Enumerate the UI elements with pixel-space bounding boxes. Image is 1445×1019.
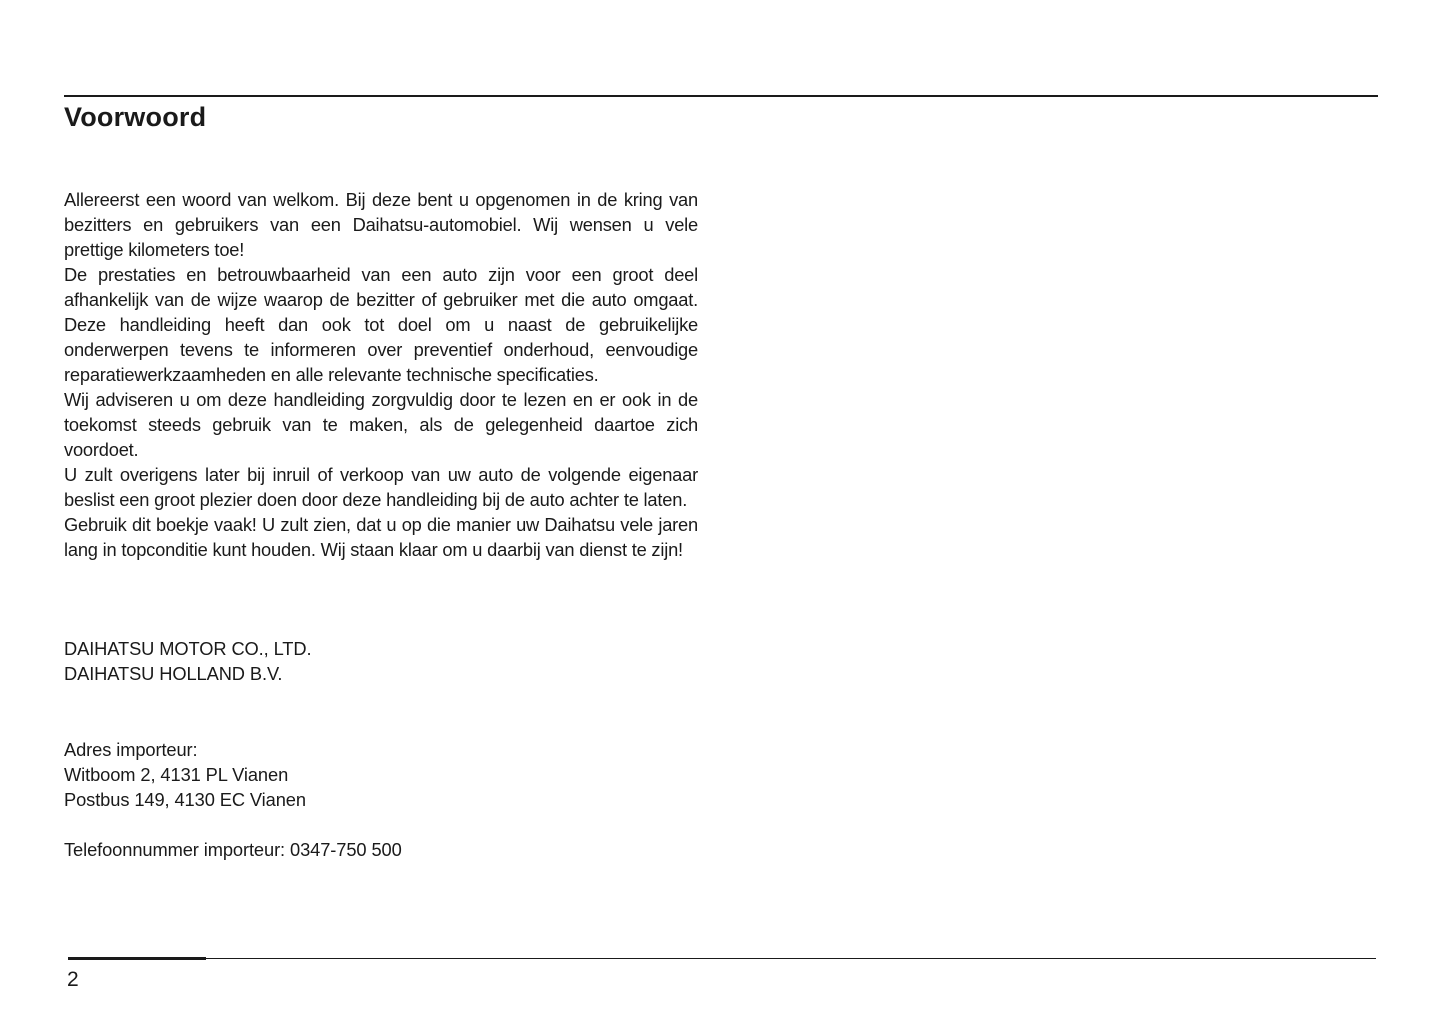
company-name: DAIHATSU MOTOR CO., LTD. [64, 638, 312, 659]
intro-paragraph: De prestaties en betrouwbaarheid van een auto zijn voor een groot deel afhankelijk van de wijze waarop de bezitter of gebruiker met die auto omgaat. Deze handleiding heeft dan ook tot doel om u naast de gebruikelijke onderwerpen tevens te informeren over preventief onderhoud, eenvoudige reparatiewerkzaamheden en alle relevante technische specificaties. [64, 264, 698, 385]
importer-phone [64, 837, 402, 862]
intro-paragraph: Wij adviseren u om deze handleiding zorgvuldig door te lezen en er ook in de toekomst steeds gebruik van te maken, als de gelegenheid daartoe zich voordoet. [64, 389, 698, 460]
address-line: Postbus 149, 4130 EC Vianen [64, 789, 306, 810]
intro-paragraph: U zult overigens later bij inruil of verkoop van uw auto de volgende eigenaar beslist een groot plezier doen door deze handleiding bij de auto achter te laten. [64, 464, 698, 510]
intro-paragraph: Allereerst een woord van welkom. Bij deze bent u opgenomen in de kring van bezitters en gebruikers van een Daihatsu-automobiel. Wij wensen u vele prettige kilometers toe! [64, 189, 698, 260]
company-name: DAIHATSU HOLLAND B.V. [64, 663, 283, 684]
bottom-rule [68, 958, 1376, 959]
address-line: Witboom 2, 4131 PL Vianen [64, 764, 289, 785]
page-title: Voorwoord [64, 102, 207, 132]
address-label: Adres importeur: [64, 739, 198, 760]
importer-address [64, 737, 306, 812]
intro-paragraph: Gebruik dit boekje vaak! U zult zien, dat u op die manier uw Daihatsu vele jaren lang in topconditie kunt houden. Wij staan klaar om u daarbij van dienst te zijn! [64, 514, 698, 560]
company-block [64, 636, 311, 686]
phone-text: Telefoonnummer importeur: 0347-750 500 [64, 839, 402, 860]
intro-text [64, 187, 698, 562]
bottom-rule-accent [68, 957, 206, 960]
page-number: 2 [67, 968, 79, 991]
top-rule [64, 95, 1378, 97]
